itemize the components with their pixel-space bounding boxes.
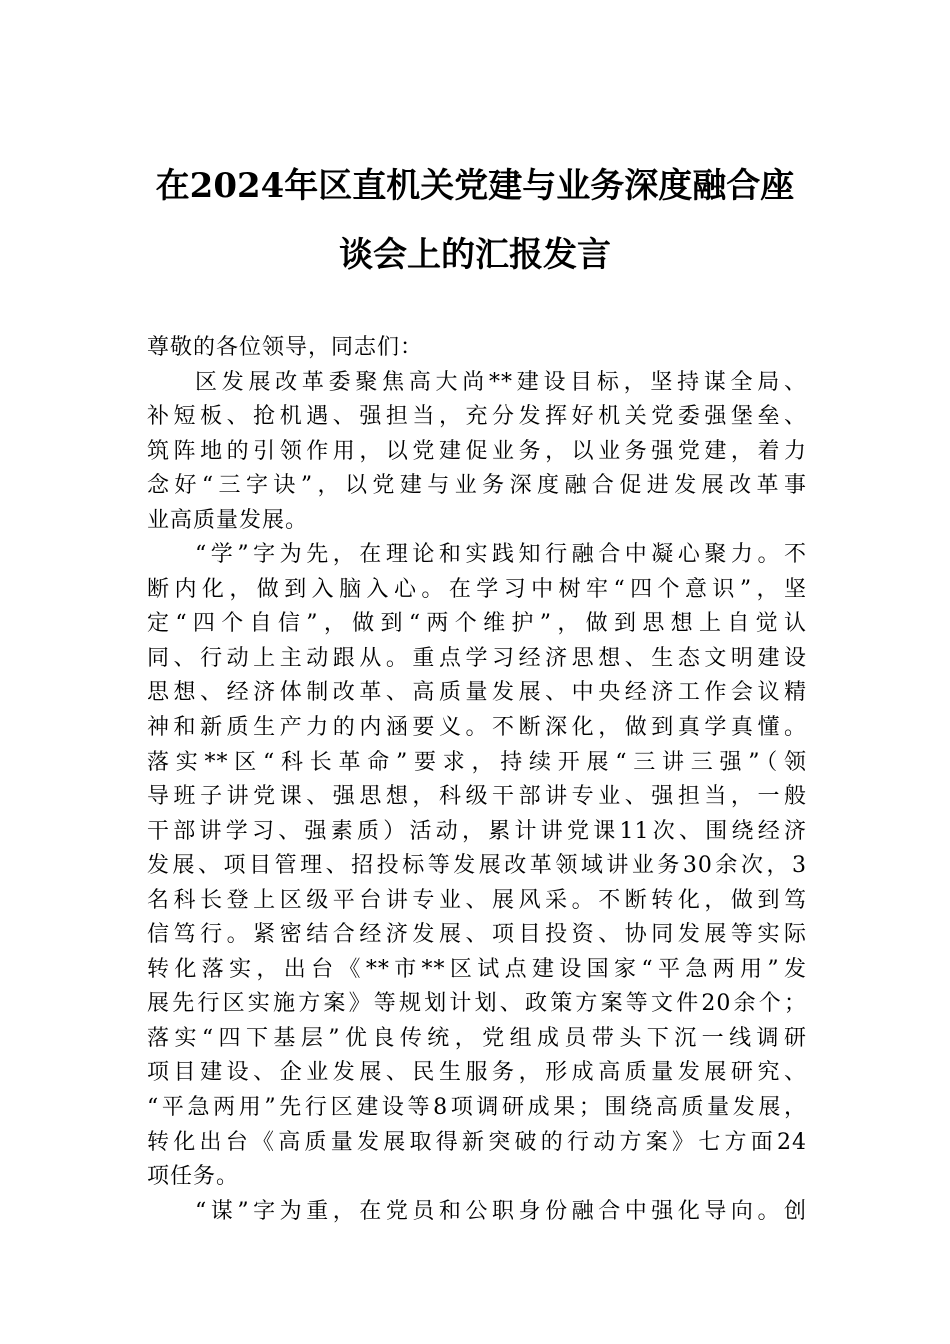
paragraph-line: 同、行动上主动跟从。重点学习经济思想、生态文明建设 (147, 645, 807, 671)
paragraph-line: 思想、经济体制改革、高质量发展、中央经济工作会议精 (147, 680, 807, 706)
paragraph-line: 神和新质生产力的内涵要义。不断深化，做到真学真懂。 (147, 715, 807, 741)
document-body (147, 331, 807, 1229)
paragraph-line: 发展、项目管理、招投标等发展改革领域讲业务30余次，3 (147, 853, 807, 879)
paragraph-line: 信笃行。紧密结合经济发展、项目投资、协同发展等实际 (147, 922, 807, 948)
paragraph-line: 转化落实，出台《**市**区试点建设国家“平急两用”发 (147, 956, 807, 982)
paragraph-line: 落实“四下基层”优良传统，党组成员带头下沉一线调研 (147, 1025, 807, 1051)
paragraph-line: “平急两用”先行区建设等8项调研成果；围绕高质量发展， (147, 1095, 807, 1121)
paragraph-line: 展先行区实施方案》等规划计划、政策方案等文件20余个； (147, 991, 807, 1017)
document-title-line-1: 在2024年区直机关党建与业务深度融合座 (155, 166, 795, 206)
paragraph-line: “谋”字为重，在党员和公职身份融合中强化导向。创 (195, 1198, 807, 1224)
paragraph-line: 名科长登上区级平台讲专业、展风采。不断转化，做到笃 (147, 887, 807, 913)
paragraph-line: 补短板、抢机遇、强担当，充分发挥好机关党委强堡垒、 (147, 404, 807, 430)
paragraph-line: 转化出台《高质量发展取得新突破的行动方案》七方面24 (147, 1129, 807, 1155)
paragraph-line: 导班子讲党课、强思想，科级干部讲专业、强担当，一般 (147, 784, 807, 810)
paragraph-line: 定“四个自信”，做到“两个维护”，做到思想上自觉认 (147, 611, 807, 637)
paragraph-line: 落实**区“科长革命”要求，持续开展“三讲三强”（领 (147, 749, 807, 775)
salutation: 尊敬的各位领导，同志们： (147, 335, 424, 360)
paragraph-line: 业高质量发展。 (147, 507, 309, 533)
paragraph-line: 项目建设、企业发展、民生服务，形成高质量发展研究、 (147, 1060, 807, 1086)
paragraph-line: 筑阵地的引领作用，以党建促业务，以业务强党建，着力 (147, 438, 807, 464)
paragraph-line: 念好“三字诀”，以党建与业务深度融合促进发展改革事 (147, 473, 807, 499)
document-title-line-2: 谈会上的汇报发言 (339, 235, 611, 275)
paragraph-line: 断内化，做到入脑入心。在学习中树牢“四个意识”，坚 (147, 576, 807, 602)
paragraph-line: 干部讲学习、强素质）活动，累计讲党课11次、围绕经济 (147, 818, 807, 844)
paragraph-line: “学”字为先，在理论和实践知行融合中凝心聚力。不 (195, 542, 807, 568)
paragraph-line: 项任务。 (147, 1164, 240, 1190)
paragraph-line: 区发展改革委聚焦高大尚**建设目标，坚持谋全局、 (195, 369, 807, 395)
